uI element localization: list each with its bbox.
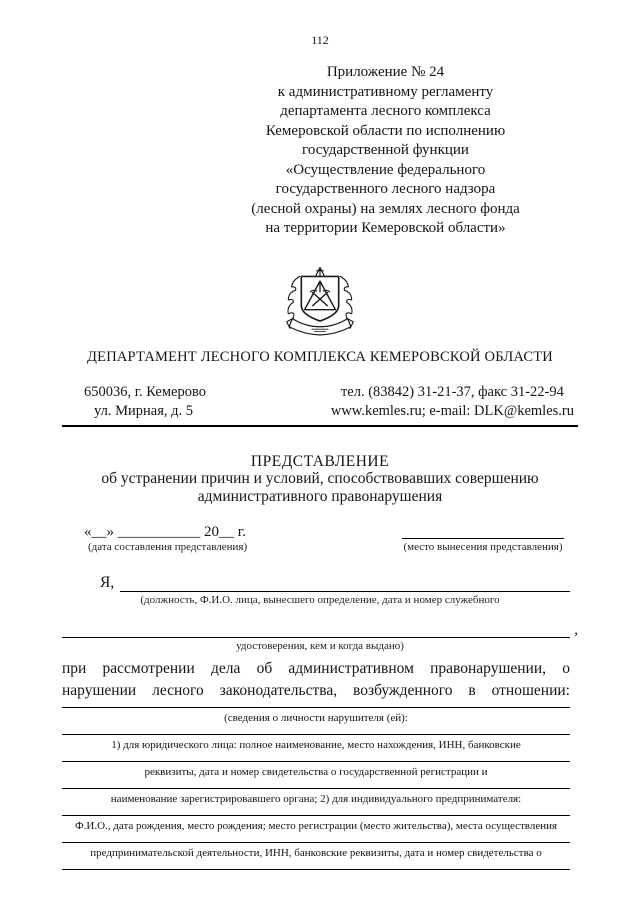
date-place-row	[62, 525, 572, 553]
date-blank-line: «__» ___________ 20__ г.	[84, 524, 246, 540]
document-title-block	[62, 453, 578, 506]
violator-info-caption: предпринимательской деятельности, ИНН, банковские реквизиты, дата и номер свидетельства о	[62, 842, 570, 869]
coat-of-arms-kemerovo-oblast-icon	[62, 265, 578, 343]
violator-info-caption: (сведения о личности нарушителя (ей):	[62, 707, 570, 734]
document-subtitle: об устранении причин и условий, способствовавших совершению	[101, 470, 539, 487]
annex-header	[193, 63, 578, 239]
page-number: 112	[311, 33, 329, 47]
annex-line: государственной функции	[302, 142, 469, 158]
department-title: ДЕПАРТАМЕНТ ЛЕСНОГО КОМПЛЕКСА КЕМЕРОВСКОЙ ОБЛАСТИ	[87, 348, 553, 365]
date-field	[84, 525, 247, 553]
official-blank-line-2	[62, 621, 570, 638]
address-line: 650036, г. Кемерово	[84, 383, 206, 400]
violator-info-caption: Ф.И.О., дата рождения, место рождения; место регистрации (место жительства), места осуществления	[62, 815, 570, 842]
place-blank-line	[402, 525, 564, 539]
annex-line: департамента лесного комплекса	[280, 103, 491, 119]
document-subtitle: административного правонарушения	[197, 487, 443, 505]
trailing-comma: ,	[574, 622, 578, 638]
place-caption: (место вынесения представления)	[403, 541, 563, 553]
annex-line: Кемеровской области по исполнению	[265, 122, 506, 139]
body-line: нарушении лесного законодательства, возбужденного в отношении:	[62, 681, 570, 699]
document-title: ПРЕДСТАВЛЕНИЕ	[250, 452, 390, 470]
annex-line: к административному регламенту	[277, 83, 494, 100]
body-paragraph	[62, 658, 570, 701]
annex-line: Приложение № 24	[326, 64, 445, 80]
annex-line: государственного лесного надзора	[275, 181, 496, 197]
ya-prefix: Я,	[100, 574, 115, 591]
web-email-line: www.kemles.ru; e-mail: DLK@kemles.ru	[330, 402, 574, 419]
address-line: ул. Мирная, д. 5	[94, 402, 193, 419]
official-blank-line	[120, 573, 570, 592]
official-line-2	[62, 621, 578, 638]
annex-line: на территории Кемеровской области»	[265, 220, 506, 236]
annex-line: (лесной охраны) на землях лесного фонда	[251, 200, 520, 217]
annex-line: «Осуществление федерального	[285, 161, 486, 178]
violator-info-caption: реквизиты, дата и номер свидетельства о государственной регистрации и	[62, 761, 570, 788]
letterhead-contacts	[62, 383, 578, 427]
official-caption-1: (должность, Ф.И.О. лица, вынесшего определение, дата и номер служебного	[140, 594, 500, 606]
violator-info-caption: наименование зарегистрировавшего органа; 2) для индивидуального предпринимателя:	[62, 788, 570, 815]
official-caption-2: удостоверения, кем и когда выдано)	[236, 640, 404, 652]
official-line	[62, 573, 570, 592]
place-field	[394, 525, 572, 553]
violator-info-section	[62, 707, 570, 870]
date-caption: (дата составления представления)	[88, 541, 248, 553]
violator-info-caption: 1) для юридического лица: полное наименование, место нахождения, ИНН, банковские	[62, 734, 570, 761]
body-line: при рассмотрении дела об административном правонарушении, о	[62, 660, 570, 677]
postal-address	[62, 383, 206, 421]
phone-fax-line: тел. (83842) 31-21-37, факс 31-22-94	[340, 383, 564, 400]
phone-web-contacts	[331, 383, 578, 421]
